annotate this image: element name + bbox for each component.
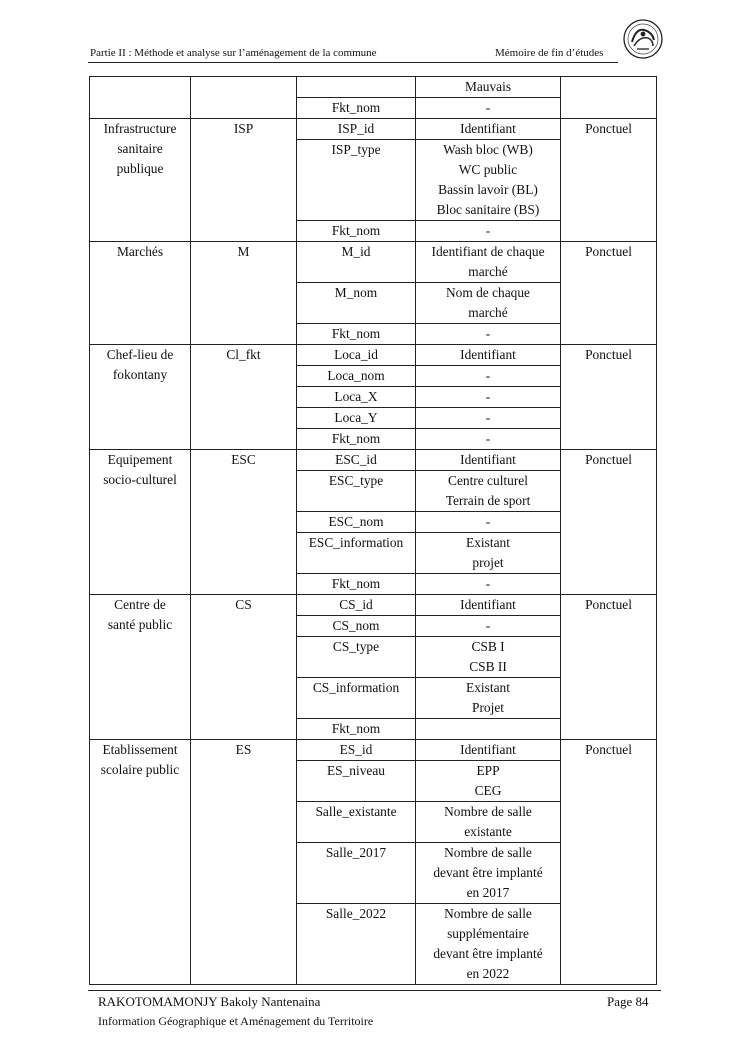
field-cell: CS_nom	[297, 616, 416, 637]
description-cell: Nombre de salle supplémentaire devant être implanté en 2022	[416, 904, 561, 985]
field-cell: Salle_2022	[297, 904, 416, 985]
entity-cell: Centre de santé public	[90, 595, 191, 740]
header-left-title: Partie II : Méthode et analyse sur l’aménagement de la commune	[90, 47, 377, 59]
description-cell: Identifiant	[416, 119, 561, 140]
field-cell: ESC_id	[297, 450, 416, 471]
table-row	[90, 119, 657, 140]
field-cell: ES_id	[297, 740, 416, 761]
field-cell: CS_id	[297, 595, 416, 616]
field-cell: ESC_nom	[297, 512, 416, 533]
field-cell: ISP_id	[297, 119, 416, 140]
description-cell: Existant projet	[416, 533, 561, 574]
entity-cell: Equipement socio-culturel	[90, 450, 191, 595]
field-cell: Salle_2017	[297, 843, 416, 904]
field-cell: Fkt_nom	[297, 719, 416, 740]
field-cell: Loca_Y	[297, 408, 416, 429]
table-row	[90, 345, 657, 366]
description-cell: CSB I CSB II	[416, 637, 561, 678]
field-cell: Fkt_nom	[297, 574, 416, 595]
geometry-type-cell: Ponctuel	[561, 242, 657, 345]
field-cell: Loca_nom	[297, 366, 416, 387]
page-number: Page 84	[607, 994, 649, 1009]
description-cell: -	[416, 408, 561, 429]
code-cell: CS	[191, 595, 297, 740]
field-cell: Loca_X	[297, 387, 416, 408]
description-cell: Wash bloc (WB) WC public Bassin lavoir (BL) Bloc sanitaire (BS)	[416, 140, 561, 221]
description-cell: -	[416, 429, 561, 450]
field-cell: ISP_type	[297, 140, 416, 221]
description-cell: Nombre de salle devant être implanté en 2017	[416, 843, 561, 904]
table-row	[90, 595, 657, 616]
header-divider	[88, 62, 618, 63]
description-cell: -	[416, 324, 561, 345]
footer-program: Information Géographique et Aménagement du Territoire	[98, 1014, 374, 1028]
field-cell: M_id	[297, 242, 416, 283]
institution-seal-icon	[622, 18, 664, 60]
field-cell: CS_information	[297, 678, 416, 719]
table-row	[90, 242, 657, 283]
entity-cell: Infrastructure sanitaire publique	[90, 119, 191, 242]
code-cell: ESC	[191, 450, 297, 595]
description-cell: Identifiant	[416, 740, 561, 761]
field-cell: ESC_information	[297, 533, 416, 574]
field-cell: Fkt_nom	[297, 429, 416, 450]
description-cell: EPP CEG	[416, 761, 561, 802]
geometry-type-cell: Ponctuel	[561, 345, 657, 450]
description-cell: -	[416, 98, 561, 119]
description-cell: Identifiant de chaque marché	[416, 242, 561, 283]
description-cell: Identifiant	[416, 595, 561, 616]
geometry-type-cell: Ponctuel	[561, 119, 657, 242]
description-cell: -	[416, 387, 561, 408]
field-cell: ES_niveau	[297, 761, 416, 802]
code-cell	[191, 77, 297, 119]
entity-cell: Chef-lieu de fokontany	[90, 345, 191, 450]
description-cell: Centre culturel Terrain de sport	[416, 471, 561, 512]
description-cell: -	[416, 512, 561, 533]
table-row	[90, 450, 657, 471]
field-cell: CS_type	[297, 637, 416, 678]
description-cell: -	[416, 221, 561, 242]
header-right-title: Mémoire de fin d’études	[495, 47, 604, 59]
description-cell: Nom de chaque marché	[416, 283, 561, 324]
field-cell: Loca_id	[297, 345, 416, 366]
description-cell: -	[416, 616, 561, 637]
entity-cell	[90, 77, 191, 119]
field-cell: ESC_type	[297, 471, 416, 512]
field-cell: Fkt_nom	[297, 324, 416, 345]
geometry-type-cell	[561, 77, 657, 119]
table-row	[90, 740, 657, 761]
code-cell: ES	[191, 740, 297, 985]
description-cell	[416, 719, 561, 740]
description-cell: Nombre de salle existante	[416, 802, 561, 843]
description-cell: -	[416, 366, 561, 387]
geometry-type-cell: Ponctuel	[561, 450, 657, 595]
description-cell: Identifiant	[416, 450, 561, 471]
entity-cell: Marchés	[90, 242, 191, 345]
field-cell: Fkt_nom	[297, 221, 416, 242]
field-cell: Fkt_nom	[297, 98, 416, 119]
code-cell: ISP	[191, 119, 297, 242]
data-dictionary-table	[89, 76, 657, 985]
footer-author: RAKOTOMAMONJY Bakoly Nantenaina	[98, 994, 321, 1009]
field-cell: Salle_existante	[297, 802, 416, 843]
code-cell: M	[191, 242, 297, 345]
geometry-type-cell: Ponctuel	[561, 740, 657, 985]
entity-cell: Etablissement scolaire public	[90, 740, 191, 985]
code-cell: Cl_fkt	[191, 345, 297, 450]
table-row	[90, 77, 657, 98]
description-cell: Existant Projet	[416, 678, 561, 719]
description-cell: -	[416, 574, 561, 595]
description-cell: Mauvais	[416, 77, 561, 98]
geometry-type-cell: Ponctuel	[561, 595, 657, 740]
footer-divider	[88, 990, 661, 991]
field-cell: M_nom	[297, 283, 416, 324]
field-cell	[297, 77, 416, 98]
description-cell: Identifiant	[416, 345, 561, 366]
